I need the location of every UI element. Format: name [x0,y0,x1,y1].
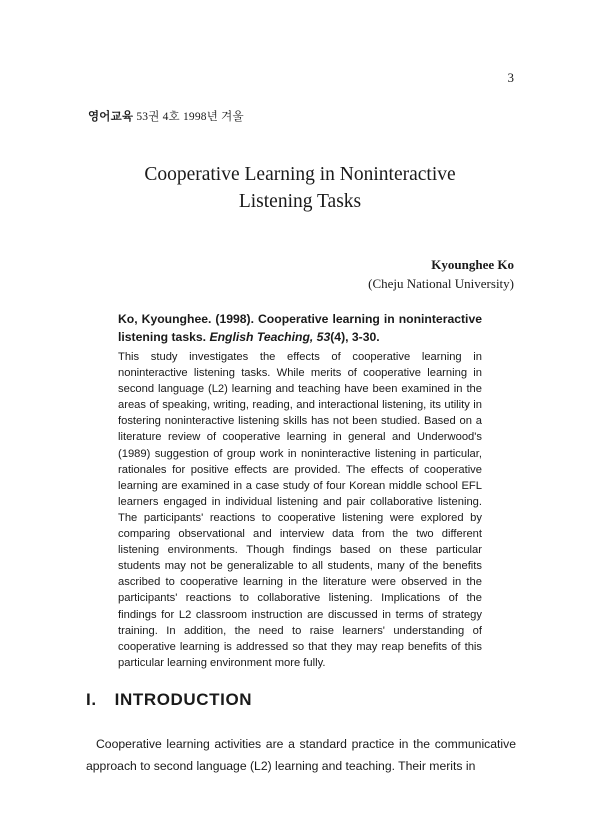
citation-pages: (4), 3-30. [330,330,380,344]
abstract: This study investigates the effects of cooperative learning in noninteractive listening tasks. While merits of cooperative learning in second language (L2) learning and teaching have been examined in the areas of speaking, writing, reading, and interactional listening, its utility in fostering noninteractive listening skills has not been studied. Based on a literature review of cooperative learning in general and Underwood's (1989) suggestion of group work in noninteractive listening in particular, rationales for positive effects are provided. The effects of cooperative learning are examined in a case study of four Korean middle school EFL learners engaged in individual listening and pair collaborative listening. The participants' reactions to cooperative listening were explored by comparing observational and interview data from the two different listening environments. Though findings based on these particular students may not be generalizable to all students, many of the benefits ascribed to cooperative learning in the literature were observed in the participants' reactions to collaborative listening. Implications of the findings for L2 classroom instruction are discussed in terms of strategy training. In addition, the need to raise learners' understanding of cooperative learning is addressed so that they may reap benefits of this particular learning environment more fully. [118,351,482,669]
section-title: INTRODUCTION [114,690,253,709]
citation [118,310,482,346]
body-paragraph: Cooperative learning activities are a standard practice in the communicative approach to second language (L2) learning and teaching. Their merits in [86,737,516,773]
citation-text: Ko, Kyounghee. (1998). Cooperative learning in noninteractive listening tasks. [118,312,482,344]
author-name: Kyounghee Ko [431,257,514,272]
section-heading [86,690,252,710]
journal-issue-details: 53권 4호 1998년 겨울 [136,111,244,123]
author-affiliation: (Cheju National University) [368,276,514,291]
paper-title [0,161,600,215]
journal-name: 영어교육 [88,111,134,123]
section-number: I. [86,690,97,709]
journal-header [88,108,244,124]
paper-title-line-2: Listening Tasks [238,191,362,212]
citation-journal: English Teaching, 53 [209,330,331,344]
page-number: 3 [507,70,514,85]
paper-title-line-1: Cooperative Learning in Noninteractive [144,164,456,185]
